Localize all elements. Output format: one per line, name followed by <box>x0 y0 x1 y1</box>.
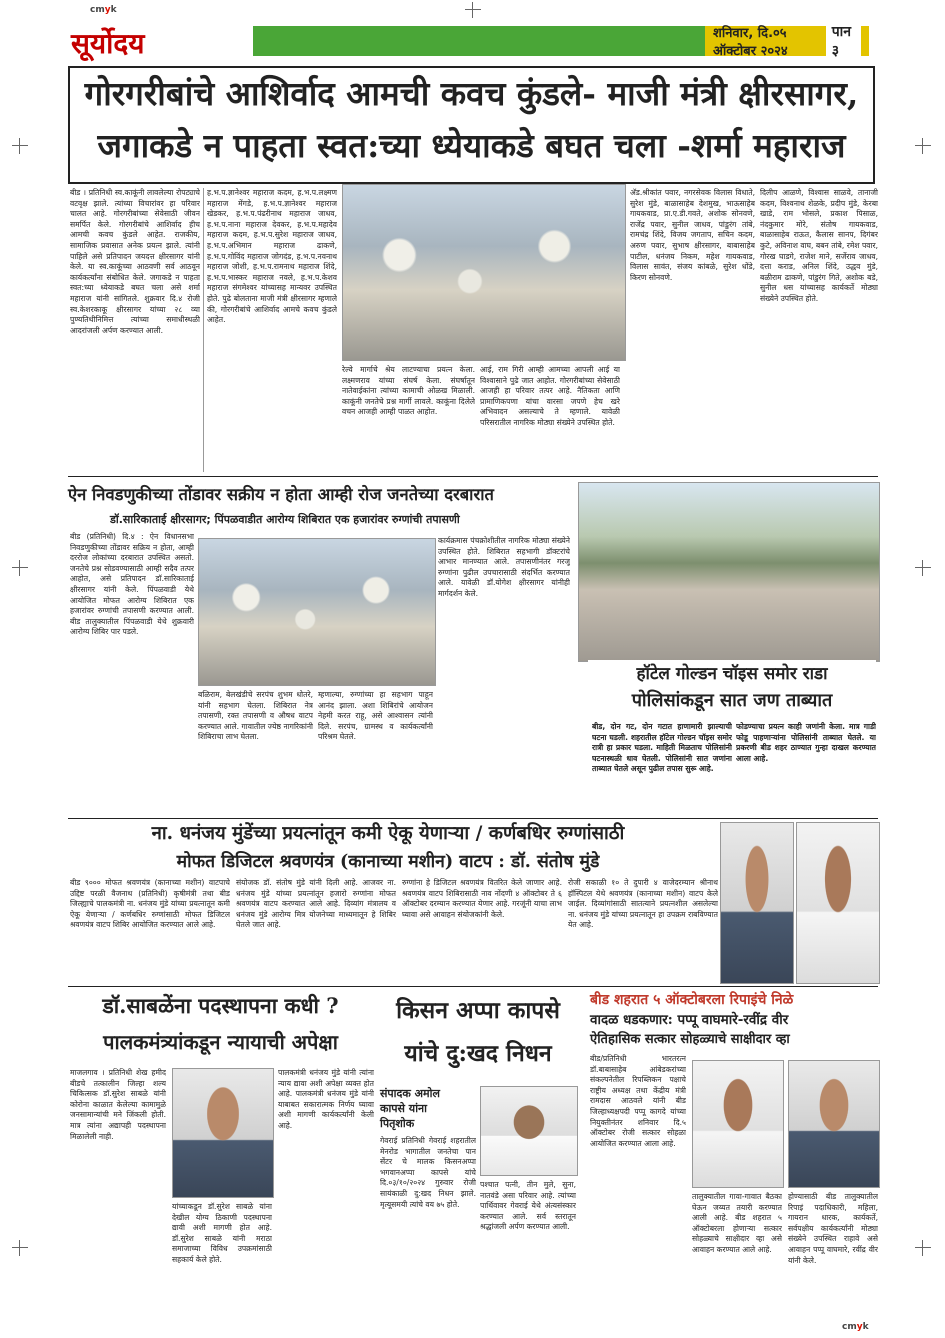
registration-mark-top <box>465 2 481 18</box>
cmyk-label-bottom: cmyk <box>842 1322 869 1332</box>
story7-headline-line2: वादळ धडकणार: पप्पू वाघमारे-रवींद्र वीर <box>590 1012 789 1028</box>
story1-col5: अ‍ॅड.श्रीकांत पवार, नगरसेवक विलास विधाते, सुरेश मुंडे, बाळासाहेब देशमुख, भाऊसाहेब गायकवाड, प्रा.ए.डी.गवते, अशोक सोनवणे, राजेंद्र पवार, सुनील जाधव, पांडुरंग तांबे, रामचंद्र शिंदे, विजय जगताप, सचिन कदम, अरुण पवार, सुभाष क्षीरसागर, बाबासाहेब पाटील, धनंजय निकम, महेश गायकवाड, विलास सावंत, संजय कांबळे, सुरेश धोंडे, किरण सोनवणे. <box>630 188 755 282</box>
story5-headline <box>68 990 373 1062</box>
story4-headline-line1: ना. धनंजय मुंडेंच्या प्रयत्नांतून कमी ऐकू येणाऱ्या / कर्णबधिर रुग्णांसाठी <box>151 823 625 844</box>
registration-mark-left <box>12 560 28 576</box>
story1-event-photo <box>342 184 626 361</box>
masthead-date-box <box>705 24 869 59</box>
story1-col4: आई, राम गिरी आम्ही आमच्या आपली आई या विश्वासाने पुढे जात आहोत. गोरगरीबांच्या सेवेसाठी आजही हा परिवार तत्पर आहे. नैतिकता आणि प्रामाणिकपणा यांचा वारसा जपणे हेच खरे अभिवादन असल्याचे ते म्हणाले. यावेळी परिसरातील नागरिक मोठ्या संख्येने उपस्थित होते. <box>480 365 620 427</box>
story1-col6: दिलीप आळणे, विश्वास साळवे, तानाजी कदम, विश्वनाथ शेळके, प्रदीप मुंडे, केरबा खाडे, राम भोसले, प्रकाश पिसाळ, नंदकुमार मोरे, संतोष गायकवाड, बाळासाहेब राऊत, कैलास सानप, दिगंबर कुटे, अविनाश वाघ, बबन तांबे, रमेश पवार, गोरख घाडगे, राजेश माने, सर्जेराव जाधव, दत्ता कराड, अनिल शिंदे, उद्धव मुंडे, बळीराम ढाकणे, पांडुरंग गिते, अशोक बडे, सुनील धस यांच्यासह कार्यकर्ते मोठ्या संख्येने उपस्थित होते. <box>760 188 878 303</box>
story3-caption-line1: हॉटेल गोल्डन चॉइस समोर राडा <box>636 664 828 684</box>
story5-col3: पालकमंत्री धनंजय मुंडे यांनी त्यांना न्याय द्यावा अशी अपेक्षा व्यक्त होत आहे. पालकमंत्री धनंजय मुंडे यांनी याबाबत सकारात्मक निर्णय घ्यावा अशी मागणी कार्यकर्त्यांनी केली आहे. <box>278 1068 374 1130</box>
masthead <box>63 22 881 62</box>
story6-headline-line2: यांचे दु:खद निधन <box>404 1040 552 1067</box>
story2-subhead: डॉ.सारिकाताई क्षीरसागर; पिंपळवाडीत आरोग्य शिबिरात एक हजारांवर रुग्णांची तपासणी <box>110 513 460 526</box>
story6-headline <box>378 990 578 1076</box>
story5-headline-line1: डॉ.साबळेंना पदस्थापना कधी ? <box>102 993 339 1018</box>
story2-col4: कार्यक्रमास पंचक्रोशीतील नागरिक मोठ्या संख्येने उपस्थित होते. शिबिरात सहभागी डॉक्टरांचे आभार मानण्यात आले. तपासणीनंतर गरजू रुग्णांना पुढील उपचारासाठी संदर्भित करण्यात आले. यावेळी डॉ.योगेश क्षीरसागर यांनीही मार्गदर्शन केले. <box>438 536 570 598</box>
story4-col3: रुग्णांना हे डिजिटल श्रवणयंत्र वितरित केले जाणार आहे. श्रवणयंत्र वाटप शिबिरासाठी नाव नोंदणी ४ ऑक्टोबर ते ६ ऑक्टोबर दरम्यान करण्यात येणार आहे. गरजूंनी याचा लाभ घ्यावा असे आवाहन संयोजकांनी केले. <box>402 878 562 919</box>
story3-caption <box>588 660 876 722</box>
masthead-green-bar <box>253 26 705 56</box>
story7-headline-line1: बीड शहरात ५ ऑक्टोबरला रिपाइंचे निळे <box>590 992 794 1008</box>
story3-col2: फोडण्याचा प्रयत्न काही जणांनी केला. मात्र गाडी फोडू पाहणाऱ्यांना पोलिसांनी ताब्यात घेतले. या प्रकरणी बीड शहर ठाण्यात गुन्हा दाखल करण्यात आला आहे. <box>736 722 876 763</box>
section-rule <box>68 818 878 819</box>
story4-portrait-photo-2 <box>796 822 880 984</box>
story4-portrait-photo-1 <box>720 822 794 984</box>
story6-tribute <box>380 1086 476 1131</box>
section-rule <box>68 476 878 477</box>
story3-crowd-photo <box>578 482 880 662</box>
registration-mark-left-2 <box>12 1240 28 1256</box>
story6-portrait-photo <box>480 1086 578 1176</box>
story7-headline-line3: ऐतिहासिक सत्कार सोहळ्याचे साक्षीदार व्हा <box>590 1032 790 1047</box>
story6-tribute-line2: कापसे यांना <box>380 1102 427 1115</box>
story5-headline-line2: पालकमंत्र्यांकडून न्यायाची अपेक्षा <box>103 1030 338 1054</box>
story3-caption-line2: पोलिसांकडून सात जण ताब्यात <box>631 690 833 711</box>
section-rule <box>68 986 878 987</box>
story4-col4: रोजी सकाळी १० ते दुपारी ४ वाजेदरम्यान श्रीनाथ हॉस्पिटल येथे श्रवणयंत्र (कानाच्या मशीन) वाटप केले जाईल. दिव्यांगांसाठी सातत्याने प्रयत्नशील असलेल्या ना. धनंजय मुंडे यांच्या प्रयत्नातून हा उपक्रम राबविण्यात येत आहे. <box>568 878 718 930</box>
story5-col1: माजलगाव । प्रतिनिधी शेख हमीद बीडचे तत्कालीन जिल्हा शल्य चिकित्सक डॉ.सुरेश साबळे यांनी कोरोना काळात केलेल्या कामामुळे जनसामान्यांची मने जिंकली होती. मात्र त्यांना अद्यापही पदस्थापना मिळालेली नाही. <box>70 1068 166 1141</box>
divider <box>203 188 204 472</box>
story2-col2: बळिराम, बेलखंडीचे सरपंच शुभम धोतरे, यांनी सहभाग घेतला. शिबिरात नेत्र तपासणी, रक्त तपासणी व औषध वाटप करण्यात आले. गावातील ज्येष्ठ नागरिकांनी शिबिराचा लाभ घेतला. <box>198 690 313 742</box>
story2-col3: म्हणाल्या, रुग्णांच्या हा सहभाग पाहून आनंद झाला. अशा शिबिरांचे आयोजन नेहमी करत राहू, असे आश्वासन त्यांनी दिले. सरपंच, ग्रामस्थ व कार्यकर्त्यांनी परिश्रम घेतले. <box>318 690 433 742</box>
story7-col3: होण्यासाठी बीड तालुक्यातील रिपाइं पदाधिकारी, महिला, गायरान धारक, कार्यकर्ते, सर्वपक्षीय कार्यकर्त्यांनी मोठ्या संख्येने उपस्थित राहावे असे आवाहन पप्पू वाघमारे, रवींद्र वीर यांनी केले. <box>788 1192 878 1265</box>
story7-portrait-photo-1 <box>692 1060 784 1188</box>
story6-col2: पश्चात पत्नी, तीन मुले, सुना, नातवंडे असा परिवार आहे. त्यांच्या पार्थिवावर गेवराई येथे अंत्यसंस्कार करण्यात आले. सर्व स्तरातून श्रद्धांजली अर्पण करण्यात आली. <box>480 1180 576 1232</box>
registration-mark-right-3 <box>915 138 931 154</box>
story7-portrait-photo-2 <box>788 1060 880 1188</box>
story3-col1: बीड, दोन गट, दोन गटात हाणामारी झाल्याची घटना घडली. शहरातील हॉटेल गोल्डन चॉइस समोर रात्री हा प्रकार घडला. माहिती मिळताच पोलिसांनी घटनास्थळी धाव घेतली. पोलिसांनी सात जणांना ताब्यात घेतले असून पुढील तपास सुरू आहे. <box>592 722 732 774</box>
page-number: पान ३ <box>826 21 861 61</box>
story1-headline-box <box>68 66 875 184</box>
story1-headline-line1: गोरगरीबांचे आशिर्वाद आमची कवच कुंडले- माजी मंत्री क्षीरसागर, <box>84 74 859 113</box>
story1-headline-line2: जगाकडे न पाहता स्वत:च्या ध्येयाकडे बघत चला -शर्मा महाराज <box>97 126 846 165</box>
registration-mark-right <box>915 560 931 576</box>
newspaper-logo: सूर्योदय <box>71 27 145 60</box>
story6-col1: गेवराई प्रतिनिधी गेवराई शहरातील मेनरोड भागातील जनतेचा पान सेंटर चे मालक किसनअप्पा भगवानअप्पा कापसे यांचे दि.०३/१०/२०२४ गुरुवार रोजी सायंकाळी दु:खद निधन झाले. मृत्यूसमयी त्यांचे वय ७५ होते. <box>380 1136 476 1209</box>
story6-tribute-line3: पितृशोक <box>380 1117 415 1130</box>
story1-col2: ह.भ.प.ज्ञानेश्वर महाराज कदम, ह.भ.प.लक्ष्मण महाराज मेंगडे, ह.भ.प.ज्ञानेश्वर महाराज खेडकर, ह.भ.प.पंढरीनाथ महाराज जाधव, ह.भ.प.नाना महाराज देवकर, ह.भ.प.महादेव महाराज कदम, ह.भ.प.सुरेश महाराज जाधव, ह.भ.प.अभिमान महाराज ढाकणे, ह.भ.प.गोविंद महाराज जोगदंड, ह.भ.प.नवनाथ महाराज जोशी, ह.भ.प.रामनाथ महाराज शिंदे, ह.भ.प.भास्कर महाराज नवले, ह.भ.प.केशव महाराज संगमेश्वर यांच्यासह मान्यवर उपस्थित होते. पुढे बोलताना माजी मंत्री क्षीरसागर म्हणाले की, गोरगरीबांचे आशिर्वाद आमचे कवच कुंडले आहेत. <box>207 188 337 325</box>
story7-col1: बीड/प्रतिनिधी भारतरत्न डॉ.बाबासाहेब आंबेडकरांच्या संकल्पनेतील रिपब्लिकन पक्षाचे राष्ट्रीय अध्यक्ष तथा केंद्रीय मंत्री रामदास आठवले यांनी बीड जिल्हाध्यक्षपदी पप्पू कागदे यांच्या नियुक्तीनंतर शनिवार दि.५ ऑक्टोबर रोजी सत्कार सोहळा आयोजित करण्यात आला आहे. <box>590 1054 686 1148</box>
registration-mark-left-3 <box>12 138 28 154</box>
story4-headline-line2: मोफत डिजिटल श्रवणयंत्र (कानाच्या मशीन) वाटप : डॉ. संतोष मुंडे <box>176 852 600 872</box>
story5-portrait-photo <box>172 1068 274 1198</box>
story4-headline <box>68 820 708 876</box>
story2-health-camp-photo <box>198 538 436 686</box>
story2-headline: ऐन निवडणुकीच्या तोंडावर सक्रीय न होता आम्ही रोज जनतेच्या दरबारात <box>68 485 494 504</box>
story1-col1: बीड । प्रतिनिधी स्व.काकूंनी लावलेल्या रोपट्याचे वटवृक्ष झाले. त्यांच्या विचारांवर हा परिवार चालत आहे. गोरगरीबांच्या सेवेसाठी जीवन समर्पित केले. गोरगरीबांचे आशिर्वाद हीच आमची कवच कुंडले आहेत. राजकीय, सामाजिक प्रवासात अनेक प्रयत्न झाले. त्यांनी पाहिले असे प्रतिपादन जयदत्त क्षीरसागर यांनी केले. या स्व.काकूंच्या आठवणी सर्व आठवून कार्यकर्त्यांना संबोधित केले. जगाकडे न पाहता स्वत:च्या ध्येयाकडे बघत चला असे शर्मा महाराज यांनी सांगितले. शुक्रवार दि.४ रोजी स्व.केशरकाकू क्षीरसागर यांच्या २८ व्या पुण्यतिथीनिमित्त त्यांच्या समाधीस्थळी आदरांजली अर्पण करण्यात आली. <box>70 188 200 335</box>
story4-col2: संयोजक डॉ. संतोष मुंडे यांनी दिली आहे. आजवर ना. धनंजय मुंडे यांच्या प्रयत्नांतून हजारो रुग्णांना मोफत श्रवणयंत्र वाटप करण्यात आले आहे. दिव्यांग मंत्रालय व धनंजय मुंडे आरोग्य मित्र योजनेच्या माध्यमातून हे शिबिर घेतले जात आहे. <box>236 878 396 930</box>
cmyk-label-top: cmyk <box>90 5 117 15</box>
story2-col1: बीड (प्रतिनिधी) दि.४ : ऐन विधानसभा निवडणुकीच्या तोंडावर सक्रिय न होता, आम्ही दररोज लोकांच्या दरबारात उपस्थित असतो. जनतेचे प्रश्न सोडवण्यासाठी आम्ही सदैव तत्पर आहोत, असे प्रतिपादन डॉ.सारिकाताई क्षीरसागर यांनी केले. पिंपळवाडी येथे आयोजित मोफत आरोग्य शिबिरात एक हजारांवर रुग्णांची तपासणी करण्यात आली. बीड तालुक्यातील पिंपळवाडी येथे शुक्रवारी आरोग्य शिबिर पार पडले. <box>70 532 194 637</box>
story6-headline-line1: किसन अप्पा कापसे <box>396 997 560 1024</box>
issue-date: शनिवार, दि.०५ ऑक्टोबर २०२४ <box>713 26 788 59</box>
story7-headline <box>590 990 880 1050</box>
story5-col2: यांच्याकडून डॉ.सुरेश साबळे यांना देखील योग्य ठिकाणी पदस्थापना द्यावी अशी मागणी होत आहे. डॉ.सुरेश साबळे यांनी मराठा समाजाच्या विविध उपक्रमांसाठी सहकार्य केले होते. <box>172 1202 272 1264</box>
registration-mark-right-2 <box>915 1240 931 1256</box>
story6-tribute-line1: संपादक अमोल <box>380 1087 440 1100</box>
story7-col2: तालुक्यातील गावा-गावात बैठका घेऊन जय्यत तयारी करण्यात आली आहे. बीड शहरात ५ ऑक्टोबरला होणाऱ्या सत्कार सोहळ्याचे साक्षीदार व्हा असे आवाहन करण्यात आले आहे. <box>692 1192 782 1254</box>
story1-col3: रेल्वे मार्गाचे श्रेय लाटण्याचा प्रयत्न केला. लक्ष्मणराव यांच्या संघर्ष केला. संघर्षातून नातेवाईकांना त्यांच्या कामाची ओळख मिळाली. काकूंनी जनतेचे प्रश्न मार्गी लावले. काकूंना दिलेले वचन आजही आम्ही पाळत आहोत. <box>342 365 475 417</box>
story4-col1: बीड ९००० मोफत श्रवणयंत्र (कानाच्या मशीन) वाटपाचे उद्दिष्ट परळी वैजनाथ (प्रतिनिधी) कृषीमंत्री तथा बीड जिल्ह्याचे पालकमंत्री ना. धनंजय मुंडे यांच्या प्रयत्नातून कमी ऐकू येणाऱ्या / कर्णबधिर रुग्णांसाठी मोफत डिजिटल श्रवणयंत्र वाटप शिबिर आयोजित करण्यात आले आहे. <box>70 878 230 930</box>
